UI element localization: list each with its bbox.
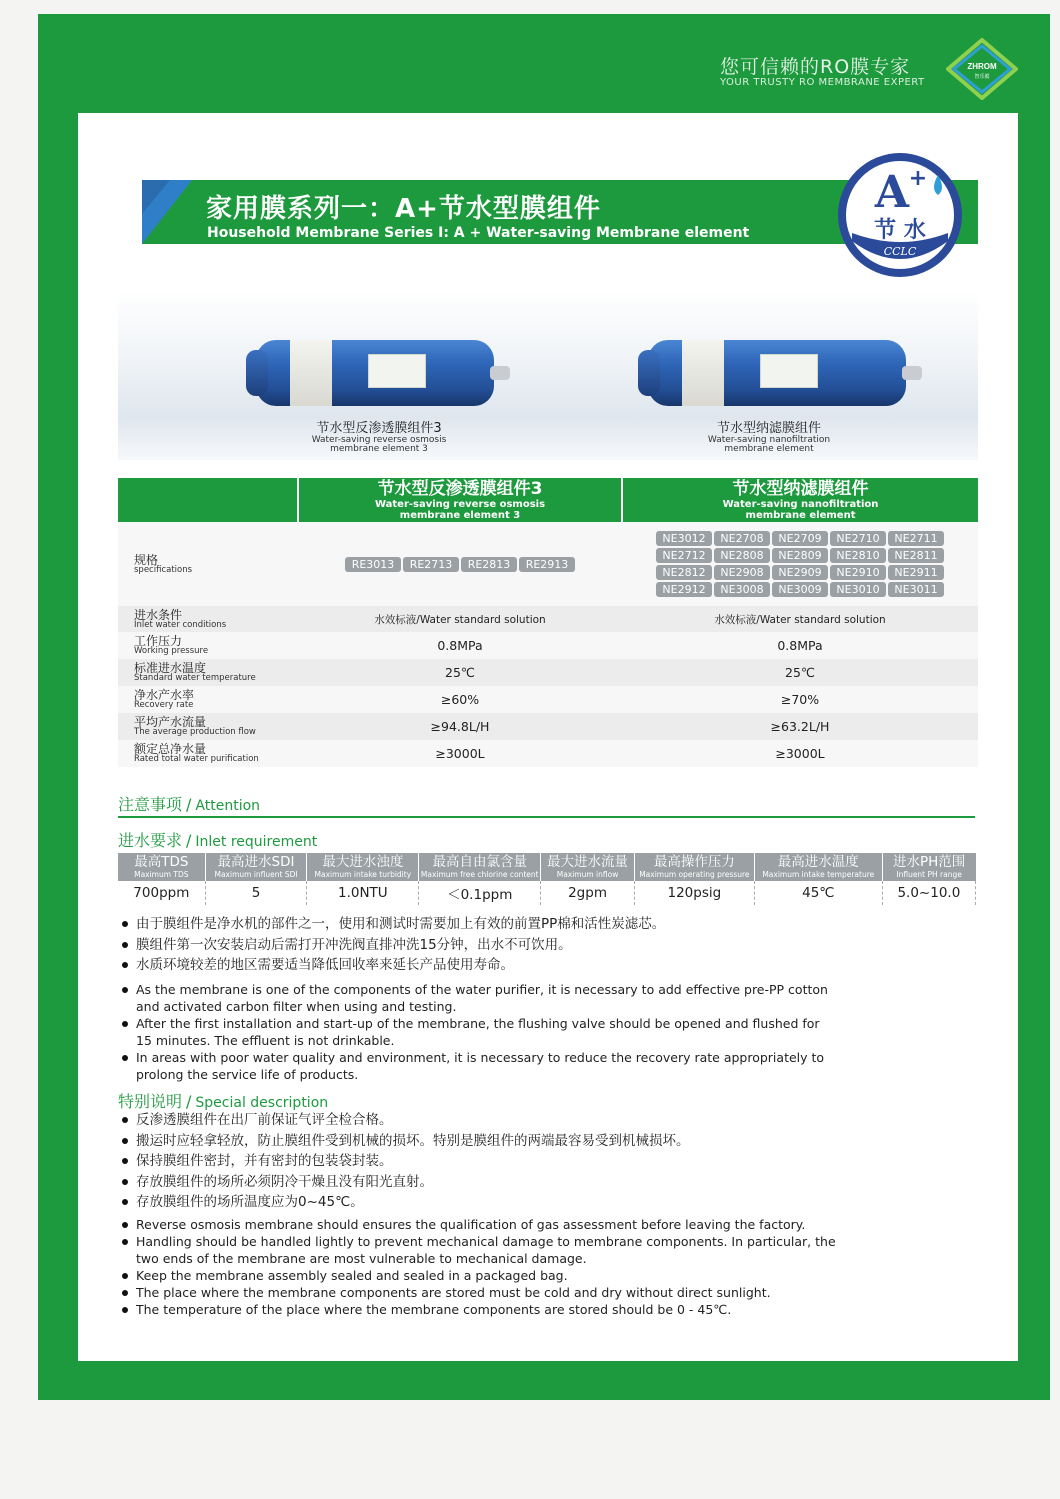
model-chip: NE3009 xyxy=(772,582,828,597)
nf-membrane-image xyxy=(648,340,906,406)
model-chip: RE2913 xyxy=(519,557,575,572)
list-item: After the first installation and start-up of the membrane, the flushing valve should be opened and flushed for 15 minutes. The effluent is not drinkable. xyxy=(118,1015,836,1049)
list-item: Keep the membrane assembly sealed and sealed in a packaged bag. xyxy=(118,1267,836,1284)
table-row: 额定总净水量 Rated total water purification ≥3000L ≥3000L xyxy=(118,740,978,767)
list-item: The temperature of the place where the membrane components are stored should be 0 - 45℃. xyxy=(118,1301,836,1318)
title-accent-triangle-dark xyxy=(142,180,170,214)
ro-recovery-rate: ≥60% xyxy=(440,692,480,707)
attention-notes-en xyxy=(118,981,836,1083)
model-chip: NE2710 xyxy=(830,531,886,546)
spec-header-nf: 节水型纳滤膜组件 Water-saving nanofiltration membrane element xyxy=(622,478,978,522)
spec-label: 规格 specifications xyxy=(134,552,193,575)
ro-membrane-image xyxy=(256,340,494,406)
table-row: 标准进水温度 Standard water temperature 25℃ 25℃ xyxy=(118,659,978,686)
nf-working-pressure: 0.8MPa xyxy=(777,638,823,653)
zhrom-logo xyxy=(946,38,1018,100)
model-chip: NE2810 xyxy=(830,548,886,563)
model-chip: RE3013 xyxy=(345,557,401,572)
nf-rated-purification: ≥3000L xyxy=(775,746,825,761)
max-temperature-value: 45℃ xyxy=(754,881,882,905)
ro-rated-purification: ≥3000L xyxy=(435,746,485,761)
brand-slogan-en: YOUR TRUSTY RO MEMBRANE EXPERT xyxy=(720,77,925,88)
brand-slogan-cn: 您可信赖的RO膜专家 xyxy=(720,56,911,78)
table-row: 平均产水流量 The average production flow ≥94.8L/H ≥63.2L/H xyxy=(118,713,978,740)
max-pressure-value: 120psig xyxy=(634,881,754,905)
inlet-value-row xyxy=(118,881,976,905)
model-chip: NE2712 xyxy=(656,548,712,563)
spec-table xyxy=(118,478,978,767)
inlet-requirement-table xyxy=(118,853,976,905)
list-item: Handling should be handled lightly to prevent mechanical damage to membrane components. In particular, the two ends of the membrane are most vulnerable to mechanical damage. xyxy=(118,1233,836,1267)
model-chip: NE2811 xyxy=(888,548,944,563)
model-chip: RE2813 xyxy=(461,557,517,572)
ro-water-temperature: 25℃ xyxy=(445,665,475,680)
nf-water-temperature: 25℃ xyxy=(785,665,815,680)
model-chip: NE2912 xyxy=(656,582,712,597)
ro-caption: 节水型反渗透膜组件3 Water-saving reverse osmosis membrane element 3 xyxy=(311,421,447,455)
badge-plus: + xyxy=(908,166,928,191)
table-row: 净水产水率 Recovery rate ≥60% ≥70% xyxy=(118,686,978,713)
list-item: 膜组件第一次安装启动后需打开冲洗阀直排冲洗15分钟，出水不可饮用。 xyxy=(118,935,665,956)
model-chip: NE2708 xyxy=(714,531,770,546)
badge-grade: A xyxy=(874,167,910,218)
max-sdi-value: 5 xyxy=(205,881,307,905)
spec-header-row xyxy=(118,478,978,522)
attention-heading: 注意事项 / Attention xyxy=(118,795,261,814)
model-chip: NE2910 xyxy=(830,565,886,580)
list-item: 保持膜组件密封，并有密封的包装袋封装。 xyxy=(118,1151,690,1172)
nf-production-flow: ≥63.2L/H xyxy=(770,719,830,734)
model-chip: NE2711 xyxy=(888,531,944,546)
max-tds-value: 700ppm xyxy=(118,881,205,905)
max-chlorine-value: ＜0.1ppm xyxy=(419,881,541,905)
a-plus-water-saving-badge xyxy=(836,151,964,279)
list-item: 反渗透膜组件在出厂前保证气评全检合格。 xyxy=(118,1110,690,1131)
ro-production-flow: ≥94.8L/H xyxy=(430,719,490,734)
table-row: 进水条件 Inlet water conditions 水效标液/Water standard solution 水效标液/Water standard solution xyxy=(118,606,978,632)
nf-inlet-conditions: 水效标液/Water standard solution xyxy=(714,613,886,626)
badge-cn: 节 水 xyxy=(874,218,926,243)
page-title-cn: 家用膜系列一：A+节水型膜组件 xyxy=(206,194,601,224)
special-notes-cn xyxy=(118,1110,690,1213)
ro-model-list xyxy=(298,522,622,606)
list-item: Reverse osmosis membrane should ensures the qualification of gas assessment before leaving the factory. xyxy=(118,1216,836,1233)
model-chip: NE3008 xyxy=(714,582,770,597)
inlet-header-row: 最高TDS Maximum TDS 最高进水SDI Maximum influent SDI 最大进水浊度 Maximum intake turbidity 最高自由氯含量 Maximum free chlorine content 最大进水流量 Maximum inflow 最高操作压力 Maximum operating pressure 最高进水温度 Maximum intake temperature 进水PH范围 Influent PH range xyxy=(118,853,976,881)
model-chip: NE3012 xyxy=(656,531,712,546)
model-chip: NE2909 xyxy=(772,565,828,580)
inlet-heading: 进水要求 / Inlet requirement xyxy=(118,831,318,850)
model-chip: NE2908 xyxy=(714,565,770,580)
model-chip: NE2808 xyxy=(714,548,770,563)
list-item: 存放膜组件的场所必须阴冷干燥且没有阳光直射。 xyxy=(118,1172,690,1193)
list-item: In areas with poor water quality and environment, it is necessary to reduce the recovery rate appropriately to prolong the service life of products. xyxy=(118,1049,836,1083)
ro-inlet-conditions: 水效标液/Water standard solution xyxy=(374,613,546,626)
nf-recovery-rate: ≥70% xyxy=(780,692,820,707)
model-chip: NE2911 xyxy=(888,565,944,580)
model-chip: NE2709 xyxy=(772,531,828,546)
model-chip: RE2713 xyxy=(403,557,459,572)
attention-notes-cn xyxy=(118,914,665,976)
model-chip: NE2812 xyxy=(656,565,712,580)
list-item: 存放膜组件的场所温度应为0~45℃。 xyxy=(118,1192,690,1213)
product-hero-image xyxy=(118,290,978,460)
ro-working-pressure: 0.8MPa xyxy=(437,638,483,653)
list-item: 搬运时应轻拿轻放，防止膜组件受到机械的损坏。特别是膜组件的两端最容易受到机械损坏。 xyxy=(118,1131,690,1152)
special-notes-en xyxy=(118,1216,836,1318)
table-row: 工作压力 Working pressure 0.8MPa 0.8MPa xyxy=(118,632,978,659)
model-chip: NE3011 xyxy=(888,582,944,597)
spec-header-blank xyxy=(118,478,298,522)
logo-subtext: 智乐膜 xyxy=(974,74,990,80)
max-turbidity-value: 1.0NTU xyxy=(307,881,419,905)
spec-header-ro: 节水型反渗透膜组件3 Water-saving reverse osmosis membrane element 3 xyxy=(298,478,622,522)
ph-range-value: 5.0~10.0 xyxy=(882,881,975,905)
nf-caption: 节水型纳滤膜组件 Water-saving nanofiltration membrane element xyxy=(707,421,831,455)
model-chip: NE2809 xyxy=(772,548,828,563)
model-chip: NE3010 xyxy=(830,582,886,597)
list-item: 由于膜组件是净水机的部件之一，使用和测试时需要加上有效的前置PP棉和活性炭滤芯。 xyxy=(118,914,665,935)
page-title-en: Household Membrane Series I: A + Water-saving Membrane element xyxy=(207,225,750,241)
nf-model-list xyxy=(622,522,978,606)
list-item: 水质环境较差的地区需要适当降低回收率来延长产品使用寿命。 xyxy=(118,955,665,976)
attention-divider xyxy=(118,816,975,818)
list-item: As the membrane is one of the components of the water purifier, it is necessary to add effective pre-PP cotton and activated carbon filter when using and testing. xyxy=(118,981,836,1015)
spec-row-models xyxy=(118,522,978,606)
list-item: The place where the membrane components are stored must be cold and dry without direct sunlight. xyxy=(118,1284,836,1301)
special-heading: 特别说明 / Special description xyxy=(118,1092,329,1111)
logo-text: ZHROM xyxy=(967,62,997,71)
max-inflow-value: 2gpm xyxy=(541,881,635,905)
badge-en: CCLC xyxy=(883,245,917,258)
